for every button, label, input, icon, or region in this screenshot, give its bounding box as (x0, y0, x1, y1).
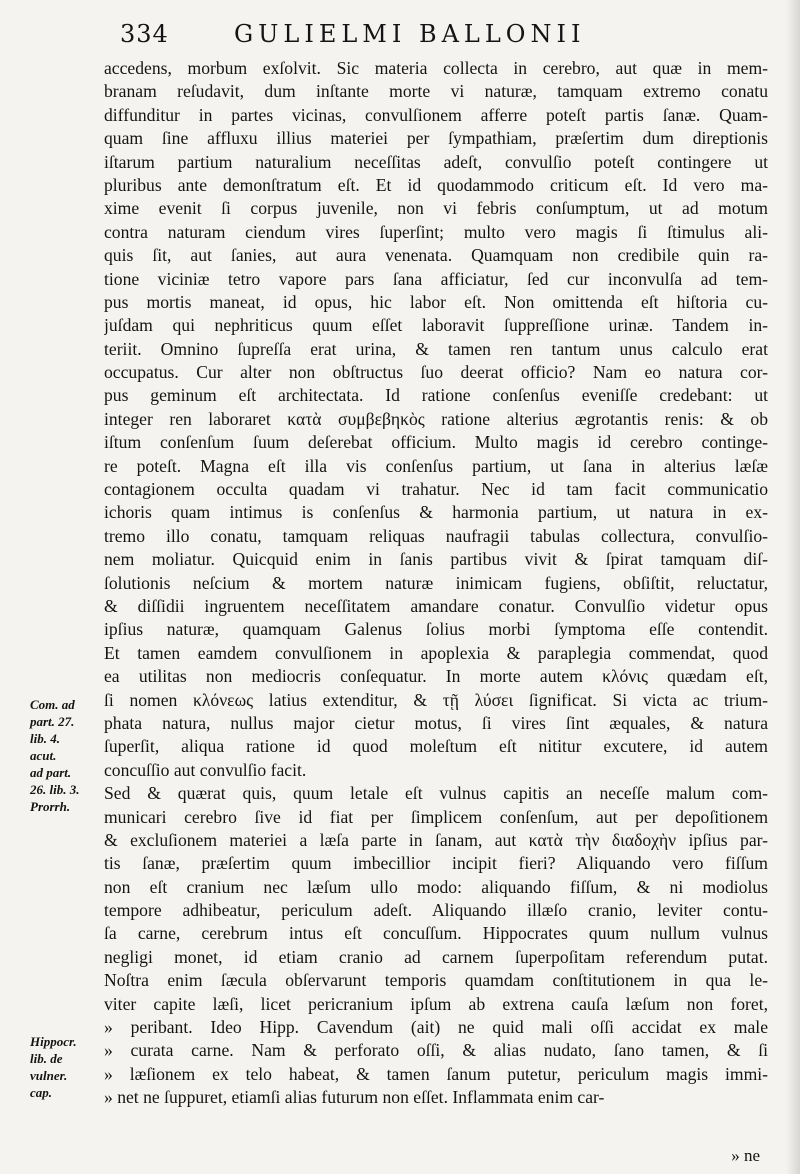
text-line: ſa carne, cerebrum intus eſt concuſſum. Hippocrates quum nullum vulnus (104, 923, 768, 944)
page-edge-shadow (786, 0, 800, 1174)
text-line: Sed & quærat quis, quum letale eſt vulnus capitis an neceſſe malum com- (104, 783, 768, 804)
margin-note-line: 26. lib. 3. (30, 782, 80, 797)
text-line: diffunditur in partes vicinas, convulſionem afferre poteſt partis ſanæ. Quam- (104, 104, 768, 125)
page-number: 334 (120, 20, 169, 48)
text-line: occupatus. Cur alter non obſtructus ſuo deerat officio? Nam eo natura cor- (104, 362, 768, 383)
text-line: » læſionem ex telo habeat, & tamen ſanum putetur, periculum magis immi- (104, 1063, 768, 1084)
margin-note-line: Prorrh. (30, 799, 71, 814)
text-line: tis ſanæ, præſertim quum imbecillior incipit fieri? Aliquando vero fiſſum (104, 853, 768, 874)
text-line: tremo illo conatu, tamquam reliquas naufragii tabulas collectura, convulſio- (104, 525, 768, 546)
text-line: contra naturam ciendum vires ſuperſint; multo vero magis ſi ſtimulus ali- (104, 221, 768, 242)
body-text (104, 57, 768, 1110)
margin-note-line: lib. 4. (30, 731, 60, 746)
text-line: iſtum conſenſum ſuum deſerebat officium. Multo magis id cerebro continge- (104, 432, 768, 453)
text-line: quis ſit, aut ſanies, aut aura venenata. Quamquam non credibile quin ra- (104, 245, 768, 266)
text-line: Et tamen eamdem convulſionem in apoplexia & paraplegia commendat, quod (104, 642, 768, 663)
text-line: quam ſine affluxu illius materiei per ſympathiam, præſertim dum direptionis (104, 128, 768, 149)
text-line: ſi nomen κλόνεως latius extenditur, & τῇ λύσει ſignificat. Si victa ac trium- (104, 689, 768, 710)
text-line: ichoris quam intimus is conſenſus & harmonia partium, ut natura in ex- (104, 502, 768, 523)
text-line: xime evenit ſi corpus juvenile, non vi febris conſumptum, ut ad motum (104, 198, 768, 219)
text-line: ſolutionis neſcium & mortem naturæ inimicam fugiens, obſiſtit, reluctatur, (104, 572, 768, 593)
text-line: » peribant. Ideo Hipp. Cavendum (ait) ne quid mali oſſi accidat ex male (104, 1017, 768, 1038)
text-line: ſuperſit, aliqua ratione id quod moleſtum eſt nititur excutere, id autem (104, 736, 768, 757)
margin-note-galen (30, 696, 100, 815)
margin-note-hippocrates (30, 1033, 100, 1101)
running-head: GULIELMI BALLONII (234, 20, 586, 48)
text-line: pluribus ante demonſtratum eſt. Et id quodammodo criticum eſt. Id vero ma- (104, 174, 768, 195)
margin-note-line: ad part. (30, 765, 72, 780)
page-header (120, 20, 680, 54)
margin-note-line: lib. de (30, 1051, 63, 1066)
text-line: teriit. Omnino ſupreſſa erat urina, & tamen ren tantum unus calculo erat (104, 338, 768, 359)
text-line: tempore adhibeatur, periculum adeſt. Aliquando illæſo cranio, leviter contu- (104, 900, 768, 921)
text-line: phata natura, nullus major cietur motus, ſi vires ſint æquales, & natura (104, 712, 768, 733)
text-line: branam reſudavit, dum inſtante morte vi naturæ, tamquam extremo conatu (104, 81, 768, 102)
text-line: iſtarum partium naturalium neceſſitas adeſt, convulſio poteſt contingere ut (104, 151, 768, 172)
text-line: contagionem occulta quadam vi trahatur. Nec id tam facit communicatio (104, 479, 768, 500)
text-line: juſdam qui nephriticus quum eſſet laboravit ſuppreſſione urinæ. Tandem in- (104, 315, 768, 336)
text-line: » curata carne. Nam & perforato oſſi, & alias nudato, ſano tamen, & ſi (104, 1040, 768, 1061)
text-line: pus geminum eſt architectata. Id ratione conſenſus eveniſſe credebant: ut (104, 385, 768, 406)
text-line: concuſſio aut convulſio facit. (104, 759, 307, 780)
margin-note-line: part. 27. (30, 714, 75, 729)
text-line: pus mortis maneat, id opus, hic labor eſt. Non omittenda eſt hiſtoria cu- (104, 291, 768, 312)
margin-note-line: acut. (30, 748, 57, 763)
margin-note-line: Hippocr. (30, 1034, 77, 1049)
text-line: tione viciniæ tetro vapore pars ſana afficiatur, ſed cur inconvulſa ad tem- (104, 268, 768, 289)
margin-note-line: Com. ad (30, 697, 75, 712)
text-line: nem moliatur. Quicquid enim in ſanis partibus vivit & ſpirat tamquam diſ- (104, 549, 768, 570)
catchword: » ne (731, 1146, 760, 1165)
text-line: viter capite læſi, licet pericranium ipſum ab extrena cauſa læſum non foret, (104, 993, 768, 1014)
text-line: ea utilitas non mediocris conſequatur. In morte autem κλόνις quædam eſt, (104, 666, 768, 687)
margin-note-line: vulner. (30, 1068, 68, 1083)
text-line: negligi monet, id etiam cranio ad carnem ſuperpoſitam referendum putat. (104, 946, 768, 967)
text-line: Noſtra enim ſæcula obſervarunt temporis quamdam conſtitutionem in qua le- (104, 970, 768, 991)
text-line: & excluſionem materiei a læſa parte in ſanam, aut κατὰ τὴν διαδοχὴν ipſius par- (104, 829, 768, 850)
text-line: ipſius naturæ, quamquam Galenus ſolius morbi ſymptoma eſſe contendit. (104, 619, 768, 640)
text-line: » net ne ſuppuret, etiamſi alias futurum non eſſet. Inflammata enim car- (104, 1087, 605, 1108)
text-line: non eſt cranium nec læſum ullo modo: aliquando fiſſum, & ni modiolus (104, 876, 768, 897)
margin-note-line: cap. (30, 1085, 53, 1100)
text-line: & diſſidii ingruentem neceſſitatem amandare conatur. Convulſio videtur opus (104, 595, 768, 616)
text-line: integer ren laboraret κατὰ συμβεβηκὸς ratione alterius ægrotantis renis: & ob (104, 408, 768, 429)
text-line: municari cerebro ſive id fiat per ſimplicem conſenſum, aut per depoſitionem (104, 806, 768, 827)
text-line: re poteſt. Magna eſt illa vis conſenſus partium, ut ſana in alterius læſæ (104, 455, 768, 476)
text-line: accedens, morbum exſolvit. Sic materia collecta in cerebro, aut quæ in mem- (104, 58, 768, 78)
